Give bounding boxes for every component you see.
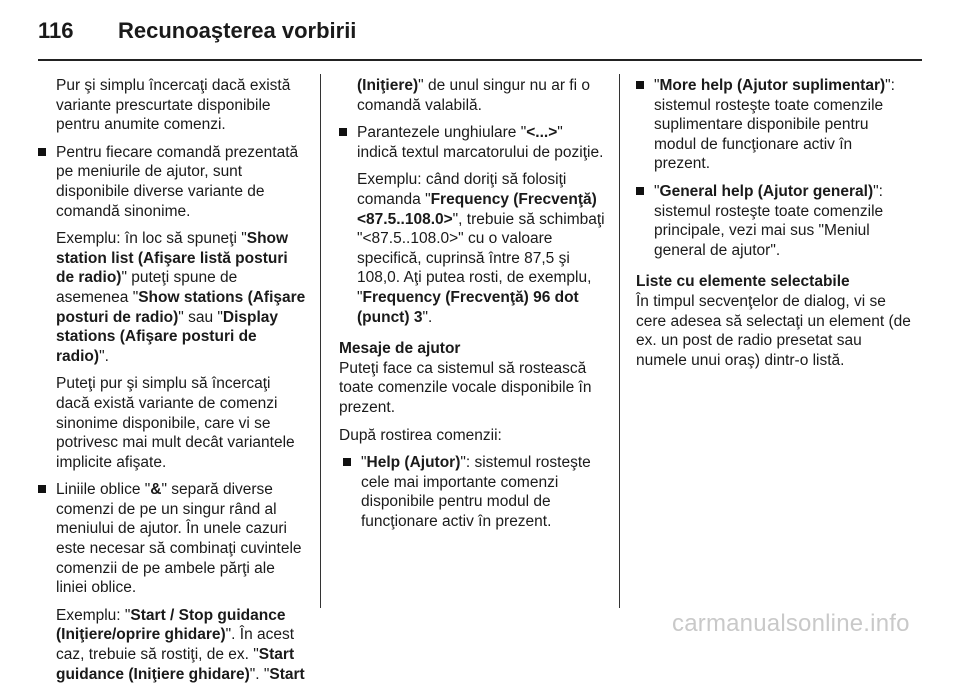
paragraph: (Iniţiere)" de unul singur nu ar fi o comandă valabilă. (357, 77, 590, 114)
list-item (636, 182, 912, 260)
list-item (339, 123, 607, 327)
page-title: Recunoaşterea vorbirii (118, 18, 357, 43)
page-number: 116 (38, 18, 74, 43)
column-1 (38, 76, 306, 684)
watermark: carmanualsonline.info (672, 610, 910, 637)
bullet-icon (38, 148, 46, 156)
bullet-icon (636, 81, 644, 89)
list-item (636, 76, 912, 174)
paragraph: Puteţi pur şi simplu să încercaţi dacă există variante de comenzi sinonime disponibile, care vi se potrivesc mai mult decât variantele implicite afişate. (56, 375, 295, 471)
list-item (343, 453, 607, 531)
example-paragraph: Exemplu: "Start / Stop guidance (Iniţiere/oprire ghidare)". În acest caz, trebuie să rostiţi, de ex. "Start guidance (Iniţiere ghidare)". "Start (56, 606, 305, 683)
section-heading: Mesaje de ajutor (339, 340, 461, 358)
bullet-icon (636, 187, 644, 195)
list-item-text: "Help (Ajutor)": sistemul rosteşte cele mai importante comenzi disponibile pentru modul de funcţionare activ în prezent. (361, 454, 591, 530)
header-rule (38, 59, 922, 61)
list-item-text: Parantezele unghiulare "<...>" indică textul marcatorului de poziţie. (357, 124, 604, 161)
column-divider (320, 74, 321, 608)
example-paragraph: Exemplu: în loc să spuneţi "Show station list (Afişare listă posturi de radio)" puteţi spune de asemenea "Show stations (Afişare posturi de radio)" sau "Display stations (Afişare posturi de radio)". (56, 230, 306, 365)
list-item (38, 480, 306, 684)
column-divider (619, 74, 620, 608)
list-item-text: "More help (Ajutor suplimentar)": sistemul rosteşte toate comenzile suplimentare disponibile pentru modul de funcţionare activ în prezent. (654, 77, 895, 173)
list-item (38, 143, 306, 473)
paragraph: În timpul secvenţelor de dialog, vi se cere adesea să selectaţi un element (de ex. un post de radio presetat sau numele unui oraş) dintr-o listă. (636, 292, 911, 369)
paragraph: Puteţi face ca sistemul să rostească toate comenzile vocale disponibile în prezent. (339, 359, 592, 416)
page-header (0, 0, 960, 62)
example-paragraph: Exemplu: când doriţi să folosiţi comanda "Frequency (Frecvenţă) <87.5..108.0>", trebuie să schimbaţi "<87.5..108.0>" cu o valoare specifică, cuprinsă între 87,5 şi 108,0. Aţi putea rosti, de exemplu, "Frequency (Frecvenţă) 96 dot (punct) 3". (357, 171, 605, 326)
column-3 (636, 76, 912, 370)
list-item-text: "General help (Ajutor general)": sistemul rosteşte toate comenzile principale, vezi mai sus "Meniul general de ajutor". (654, 182, 884, 259)
bullet-icon (38, 485, 46, 493)
list-item-text: Pentru fiecare comandă prezentată pe meniurile de ajutor, sunt disponibile diverse variante de comandă sinonime. (56, 143, 299, 220)
paragraph: Pur şi simplu încercaţi dacă există variante prescurtate disponibile pentru anumite comenzi. (56, 77, 291, 134)
list-item-text: Liniile oblice "&" separă diverse comenzi de pe un singur rând al meniului de ajutor. În unele cazuri este necesar să combinaţi cuvintele comenzii de pe ambele părţi ale liniei oblice. (56, 481, 302, 597)
paragraph: După rostirea comenzii: (339, 426, 502, 444)
bullet-icon (339, 128, 347, 136)
bullet-icon (343, 458, 351, 466)
column-2 (339, 76, 607, 531)
section-heading: Liste cu elemente selectabile (636, 273, 850, 291)
